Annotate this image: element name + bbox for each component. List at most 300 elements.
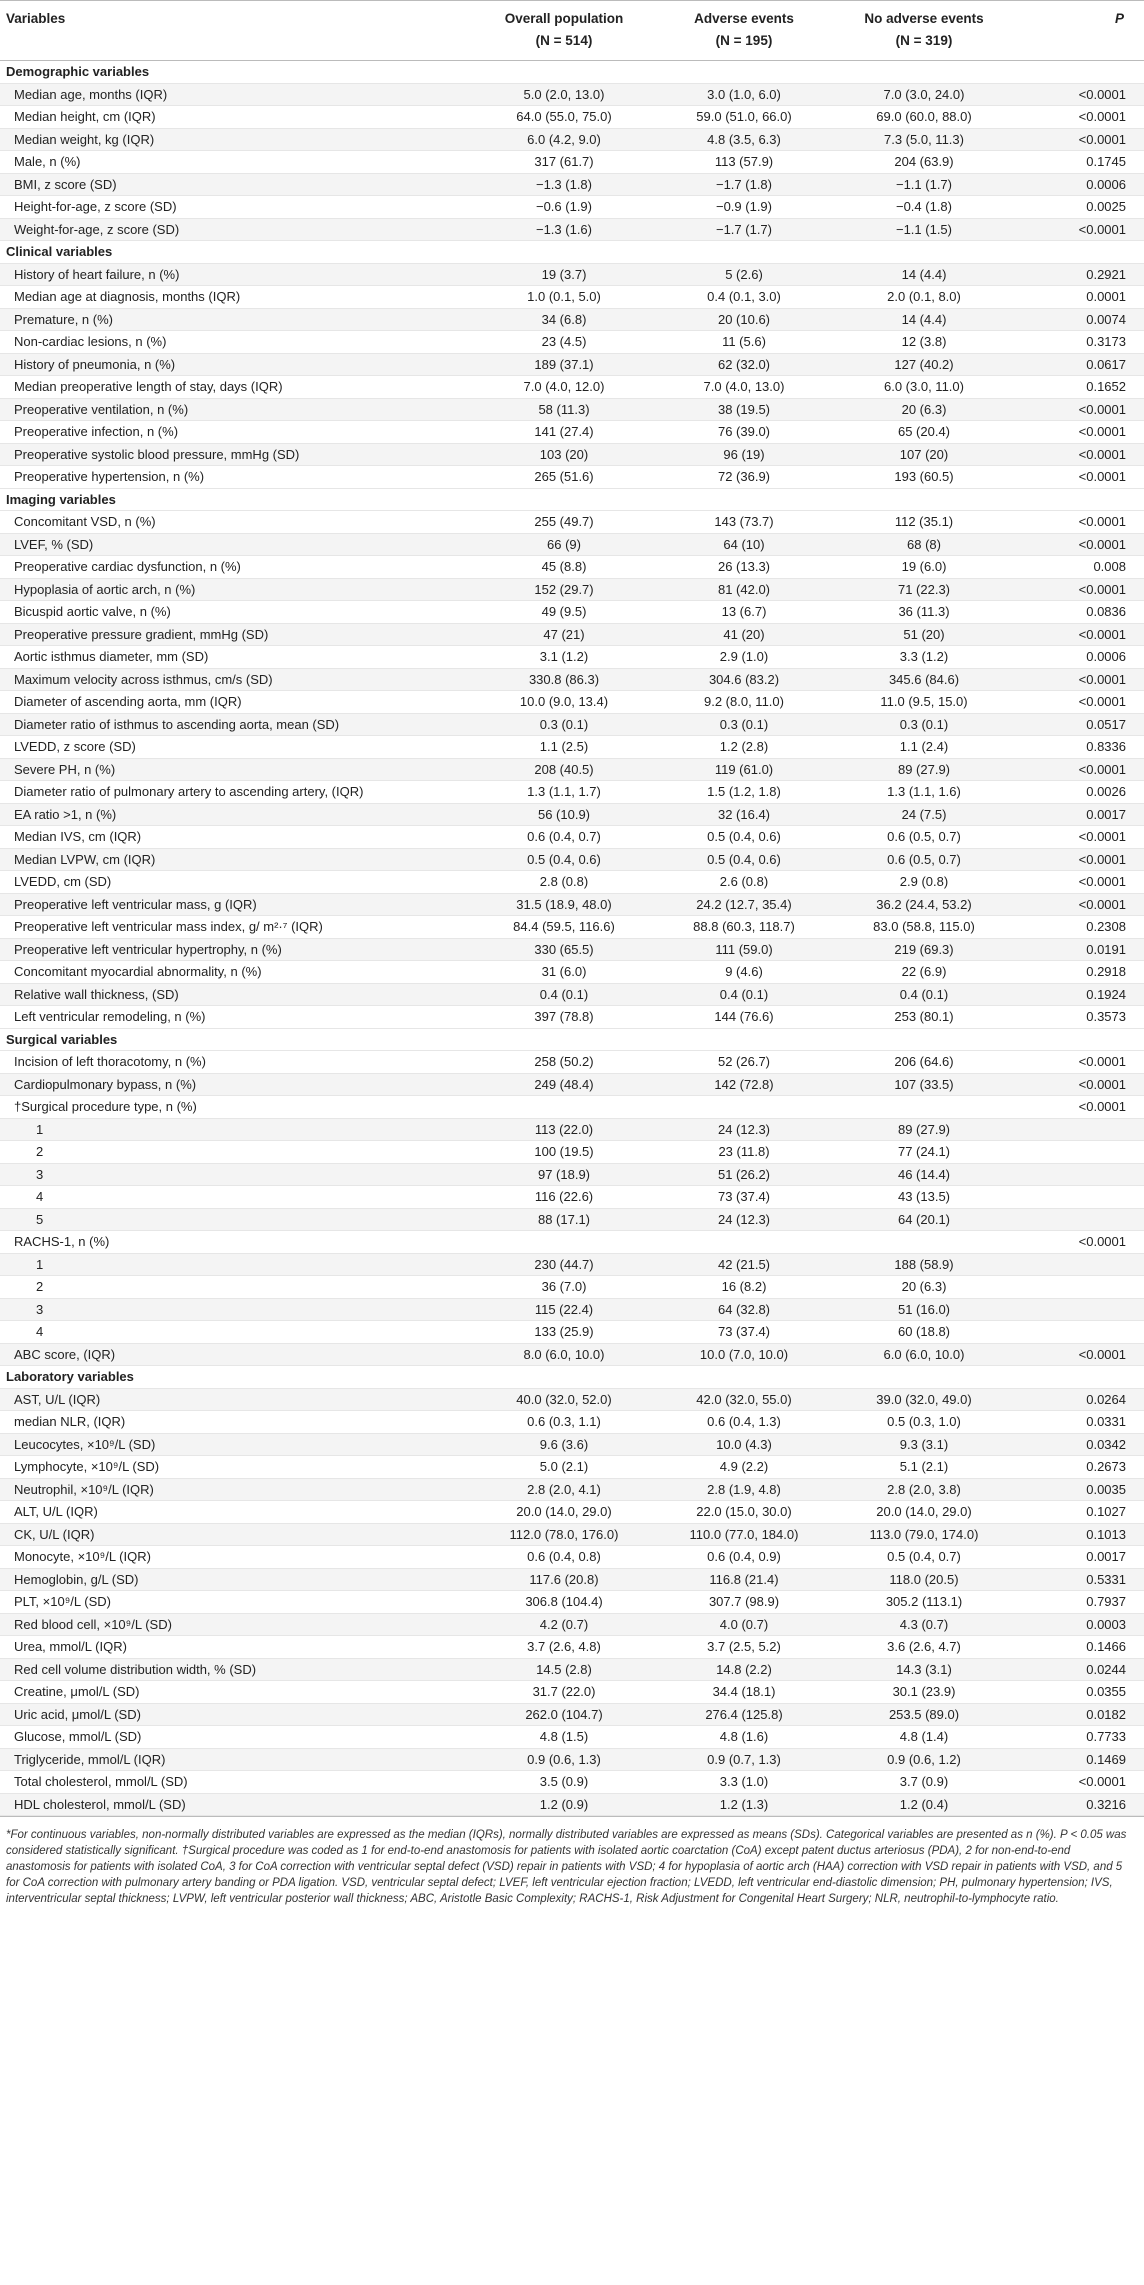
table-row — [0, 308, 1144, 331]
table-row — [0, 1298, 1144, 1321]
overall-value: 0.3 (0.1) — [474, 713, 654, 736]
no-adverse-value: 0.9 (0.6, 1.2) — [834, 1748, 1014, 1771]
no-adverse-value: 77 (24.1) — [834, 1141, 1014, 1164]
p-value: 0.0017 — [1014, 1546, 1144, 1569]
table-row — [0, 1681, 1144, 1704]
adverse-value: 62 (32.0) — [654, 353, 834, 376]
overall-value: 7.0 (4.0, 12.0) — [474, 376, 654, 399]
table-row — [0, 1726, 1144, 1749]
overall-value: 117.6 (20.8) — [474, 1568, 654, 1591]
p-value: <0.0001 — [1014, 668, 1144, 691]
p-value: 0.0017 — [1014, 803, 1144, 826]
header-variables: Variables — [0, 1, 474, 61]
p-value: 0.0035 — [1014, 1478, 1144, 1501]
table-row — [0, 353, 1144, 376]
overall-value: 1.0 (0.1, 5.0) — [474, 286, 654, 309]
p-value: 0.5331 — [1014, 1568, 1144, 1591]
no-adverse-value: 0.4 (0.1) — [834, 983, 1014, 1006]
no-adverse-value: 20 (6.3) — [834, 398, 1014, 421]
no-adverse-value: 2.0 (0.1, 8.0) — [834, 286, 1014, 309]
overall-value: 208 (40.5) — [474, 758, 654, 781]
adverse-value: 111 (59.0) — [654, 938, 834, 961]
no-adverse-value: 3.6 (2.6, 4.7) — [834, 1636, 1014, 1659]
adverse-value: 1.2 (2.8) — [654, 736, 834, 759]
variable-label: Median LVPW, cm (IQR) — [0, 848, 474, 871]
table-row — [0, 601, 1144, 624]
overall-value — [474, 1096, 654, 1119]
p-value: <0.0001 — [1014, 758, 1144, 781]
overall-value: 3.1 (1.2) — [474, 646, 654, 669]
adverse-value: 52 (26.7) — [654, 1051, 834, 1074]
overall-value: 0.5 (0.4, 0.6) — [474, 848, 654, 871]
adverse-value: 119 (61.0) — [654, 758, 834, 781]
table-row — [0, 398, 1144, 421]
no-adverse-value: 4.8 (1.4) — [834, 1726, 1014, 1749]
adverse-value: 51 (26.2) — [654, 1163, 834, 1186]
overall-value: 4.2 (0.7) — [474, 1613, 654, 1636]
p-value — [1014, 1253, 1144, 1276]
variable-label: Glucose, mmol/L (SD) — [0, 1726, 474, 1749]
p-value: <0.0001 — [1014, 1051, 1144, 1074]
header-adverse-label: Adverse events — [694, 11, 794, 26]
table-row — [0, 196, 1144, 219]
variable-label: LVEDD, z score (SD) — [0, 736, 474, 759]
p-value: <0.0001 — [1014, 443, 1144, 466]
overall-value: −0.6 (1.9) — [474, 196, 654, 219]
no-adverse-value: 6.0 (6.0, 10.0) — [834, 1343, 1014, 1366]
adverse-value: 110.0 (77.0, 184.0) — [654, 1523, 834, 1546]
adverse-value: 1.5 (1.2, 1.8) — [654, 781, 834, 804]
variable-label: Creatine, μmol/L (SD) — [0, 1681, 474, 1704]
adverse-value: 143 (73.7) — [654, 511, 834, 534]
p-value: 0.8336 — [1014, 736, 1144, 759]
table-row — [0, 218, 1144, 241]
no-adverse-value: 0.3 (0.1) — [834, 713, 1014, 736]
adverse-value: 64 (32.8) — [654, 1298, 834, 1321]
overall-value: 189 (37.1) — [474, 353, 654, 376]
variable-label: Preoperative left ventricular mass, g (IQR) — [0, 893, 474, 916]
variable-label: Diameter ratio of pulmonary artery to ascending artery, (IQR) — [0, 781, 474, 804]
overall-value: 330 (65.5) — [474, 938, 654, 961]
no-adverse-value — [834, 1096, 1014, 1119]
p-value: 0.1652 — [1014, 376, 1144, 399]
table-body — [0, 61, 1144, 1816]
table-row — [0, 443, 1144, 466]
no-adverse-value: −1.1 (1.7) — [834, 173, 1014, 196]
p-value: <0.0001 — [1014, 1073, 1144, 1096]
overall-value: 0.6 (0.4, 0.7) — [474, 826, 654, 849]
no-adverse-value: 0.6 (0.5, 0.7) — [834, 848, 1014, 871]
overall-value: 249 (48.4) — [474, 1073, 654, 1096]
p-value: 0.0003 — [1014, 1613, 1144, 1636]
table-row — [0, 1748, 1144, 1771]
p-value: <0.0001 — [1014, 398, 1144, 421]
no-adverse-value: 7.0 (3.0, 24.0) — [834, 83, 1014, 106]
variable-label: Concomitant VSD, n (%) — [0, 511, 474, 534]
variable-label: CK, U/L (IQR) — [0, 1523, 474, 1546]
adverse-value: 142 (72.8) — [654, 1073, 834, 1096]
header-p-value: P — [1014, 1, 1144, 61]
no-adverse-value: 253.5 (89.0) — [834, 1703, 1014, 1726]
p-value: 0.1013 — [1014, 1523, 1144, 1546]
header-no-adverse — [834, 1, 1014, 61]
no-adverse-value: 0.5 (0.4, 0.7) — [834, 1546, 1014, 1569]
no-adverse-value: 2.9 (0.8) — [834, 871, 1014, 894]
variable-label: Preoperative infection, n (%) — [0, 421, 474, 444]
overall-value: 31.7 (22.0) — [474, 1681, 654, 1704]
no-adverse-value: 43 (13.5) — [834, 1186, 1014, 1209]
p-value: <0.0001 — [1014, 128, 1144, 151]
adverse-value: 42.0 (32.0, 55.0) — [654, 1388, 834, 1411]
no-adverse-value: 11.0 (9.5, 15.0) — [834, 691, 1014, 714]
variable-label: †Surgical procedure type, n (%) — [0, 1096, 474, 1119]
table-row — [0, 511, 1144, 534]
adverse-value: 0.4 (0.1) — [654, 983, 834, 1006]
p-value: <0.0001 — [1014, 848, 1144, 871]
p-value: <0.0001 — [1014, 511, 1144, 534]
variable-label: Non-cardiac lesions, n (%) — [0, 331, 474, 354]
adverse-value: 304.6 (83.2) — [654, 668, 834, 691]
table-row — [0, 556, 1144, 579]
no-adverse-value: 24 (7.5) — [834, 803, 1014, 826]
overall-value: 31 (6.0) — [474, 961, 654, 984]
variable-label: Median height, cm (IQR) — [0, 106, 474, 129]
table-header — [0, 1, 1144, 61]
variable-label: 4 — [0, 1321, 474, 1344]
overall-value: 88 (17.1) — [474, 1208, 654, 1231]
adverse-value: 4.8 (3.5, 6.3) — [654, 128, 834, 151]
no-adverse-value: 3.3 (1.2) — [834, 646, 1014, 669]
table-row — [0, 646, 1144, 669]
adverse-value: 9.2 (8.0, 11.0) — [654, 691, 834, 714]
no-adverse-value: 1.1 (2.4) — [834, 736, 1014, 759]
section-row — [0, 1366, 1144, 1389]
variable-label: Weight-for-age, z score (SD) — [0, 218, 474, 241]
adverse-value: 0.6 (0.4, 1.3) — [654, 1411, 834, 1434]
no-adverse-value: 19 (6.0) — [834, 556, 1014, 579]
table-footnote: *For continuous variables, non-normally distributed variables are expressed as the median (IQRs), normally distributed variables are expressed as means (SDs). Categorical variables are presented as n (%). P < 0.05 was considered statistically significant. †Surgical procedure was coded as 1 for end-to-end anastomosis for patients with isolated aortic coarctation (CoA) except patent ductus arteriosus (PDA), 2 for non-end-to-end anastomosis for patients with isolated CoA, 3 for CoA correction with ventricular septal defect (VSD) repair in patients with VSD; 4 for hypoplasia of aortic arch (HAA) correction with VSD repair in patients with VSD, and 5 for CoA correction with pulmonary artery banding or PDA ligation. VSD, ventricular septal defect; LVEF, left ventricular ejection fraction; LVEDD, left ventricular end-diastolic dimension; PH, pulmonary hypertension; IVS, interventricular septal thickness; LVPW, left ventricular posterior wall thickness; ABC, Aristotle Basic Complexity; RACHS-1, Risk Adjustment for Congenital Heart Surgery; NLR, neutrophil-to-lymphocyte ratio. — [0, 1816, 1144, 1907]
no-adverse-value: 5.1 (2.1) — [834, 1456, 1014, 1479]
no-adverse-value: −0.4 (1.8) — [834, 196, 1014, 219]
p-value: 0.1466 — [1014, 1636, 1144, 1659]
variable-label: 4 — [0, 1186, 474, 1209]
p-value: <0.0001 — [1014, 691, 1144, 714]
adverse-value: 26 (13.3) — [654, 556, 834, 579]
variable-label: 3 — [0, 1298, 474, 1321]
overall-value: 10.0 (9.0, 13.4) — [474, 691, 654, 714]
table-row — [0, 826, 1144, 849]
variable-label: Lymphocyte, ×10⁹/L (SD) — [0, 1456, 474, 1479]
p-value — [1014, 1163, 1144, 1186]
table-row — [0, 1118, 1144, 1141]
adverse-value: 42 (21.5) — [654, 1253, 834, 1276]
adverse-value: 72 (36.9) — [654, 466, 834, 489]
variable-label: EA ratio >1, n (%) — [0, 803, 474, 826]
adverse-value: 2.8 (1.9, 4.8) — [654, 1478, 834, 1501]
adverse-value: −1.7 (1.7) — [654, 218, 834, 241]
adverse-value: 9 (4.6) — [654, 961, 834, 984]
p-value: <0.0001 — [1014, 893, 1144, 916]
p-value: 0.0355 — [1014, 1681, 1144, 1704]
overall-value: 3.5 (0.9) — [474, 1771, 654, 1794]
no-adverse-value: 12 (3.8) — [834, 331, 1014, 354]
p-value: <0.0001 — [1014, 1096, 1144, 1119]
overall-value: 100 (19.5) — [474, 1141, 654, 1164]
overall-value: 49 (9.5) — [474, 601, 654, 624]
overall-value: 4.8 (1.5) — [474, 1726, 654, 1749]
table-row — [0, 1456, 1144, 1479]
variable-label: Preoperative hypertension, n (%) — [0, 466, 474, 489]
header-overall-n: (N = 514) — [535, 33, 593, 48]
table-row — [0, 1141, 1144, 1164]
no-adverse-value: 1.3 (1.1, 1.6) — [834, 781, 1014, 804]
no-adverse-value: 30.1 (23.9) — [834, 1681, 1014, 1704]
p-value: <0.0001 — [1014, 218, 1144, 241]
variable-label: Total cholesterol, mmol/L (SD) — [0, 1771, 474, 1794]
adverse-value — [654, 1231, 834, 1254]
no-adverse-value: 0.5 (0.3, 1.0) — [834, 1411, 1014, 1434]
variable-label: Median weight, kg (IQR) — [0, 128, 474, 151]
overall-value: −1.3 (1.8) — [474, 173, 654, 196]
no-adverse-value: 51 (20) — [834, 623, 1014, 646]
adverse-value: 23 (11.8) — [654, 1141, 834, 1164]
adverse-value: 4.0 (0.7) — [654, 1613, 834, 1636]
p-value: 0.0331 — [1014, 1411, 1144, 1434]
adverse-value: 38 (19.5) — [654, 398, 834, 421]
adverse-value: −1.7 (1.8) — [654, 173, 834, 196]
adverse-value: 7.0 (4.0, 13.0) — [654, 376, 834, 399]
variable-label: RACHS-1, n (%) — [0, 1231, 474, 1254]
table-row — [0, 1186, 1144, 1209]
variable-label: 5 — [0, 1208, 474, 1231]
no-adverse-value: 6.0 (3.0, 11.0) — [834, 376, 1014, 399]
variable-label: Red cell volume distribution width, % (SD) — [0, 1658, 474, 1681]
header-no-adverse-label: No adverse events — [864, 11, 984, 26]
table-row — [0, 893, 1144, 916]
variable-label: Hemoglobin, g/L (SD) — [0, 1568, 474, 1591]
adverse-value: 22.0 (15.0, 30.0) — [654, 1501, 834, 1524]
p-value: <0.0001 — [1014, 578, 1144, 601]
overall-value: 97 (18.9) — [474, 1163, 654, 1186]
section-row — [0, 1028, 1144, 1051]
table-row — [0, 713, 1144, 736]
table-row — [0, 263, 1144, 286]
adverse-value: 3.0 (1.0, 6.0) — [654, 83, 834, 106]
no-adverse-value: 20 (6.3) — [834, 1276, 1014, 1299]
variable-label: 1 — [0, 1253, 474, 1276]
p-value: <0.0001 — [1014, 1771, 1144, 1794]
overall-value: 113 (22.0) — [474, 1118, 654, 1141]
p-value: <0.0001 — [1014, 533, 1144, 556]
variable-label: Maximum velocity across isthmus, cm/s (SD) — [0, 668, 474, 691]
no-adverse-value: 68 (8) — [834, 533, 1014, 556]
adverse-value: 2.9 (1.0) — [654, 646, 834, 669]
overall-value: 9.6 (3.6) — [474, 1433, 654, 1456]
overall-value: 0.6 (0.3, 1.1) — [474, 1411, 654, 1434]
variable-label: ABC score, (IQR) — [0, 1343, 474, 1366]
adverse-value: 64 (10) — [654, 533, 834, 556]
table-row — [0, 1523, 1144, 1546]
no-adverse-value: 188 (58.9) — [834, 1253, 1014, 1276]
p-value: <0.0001 — [1014, 421, 1144, 444]
overall-value: 258 (50.2) — [474, 1051, 654, 1074]
p-value: 0.3173 — [1014, 331, 1144, 354]
p-value: 0.2921 — [1014, 263, 1144, 286]
table-row — [0, 106, 1144, 129]
no-adverse-value: 14.3 (3.1) — [834, 1658, 1014, 1681]
variable-label: Median preoperative length of stay, days (IQR) — [0, 376, 474, 399]
table-row — [0, 691, 1144, 714]
table-row — [0, 1208, 1144, 1231]
adverse-value: 24 (12.3) — [654, 1118, 834, 1141]
overall-value: 116 (22.6) — [474, 1186, 654, 1209]
p-value: 0.2673 — [1014, 1456, 1144, 1479]
no-adverse-value: 305.2 (113.1) — [834, 1591, 1014, 1614]
variable-label: BMI, z score (SD) — [0, 173, 474, 196]
no-adverse-value: 71 (22.3) — [834, 578, 1014, 601]
table-row — [0, 1253, 1144, 1276]
table-row — [0, 1501, 1144, 1524]
table-row — [0, 961, 1144, 984]
no-adverse-value: 36.2 (24.4, 53.2) — [834, 893, 1014, 916]
variable-label: Severe PH, n (%) — [0, 758, 474, 781]
header-adverse — [654, 1, 834, 61]
table-row — [0, 938, 1144, 961]
overall-value: 19 (3.7) — [474, 263, 654, 286]
adverse-value: 96 (19) — [654, 443, 834, 466]
adverse-value: 13 (6.7) — [654, 601, 834, 624]
adverse-value: 59.0 (51.0, 66.0) — [654, 106, 834, 129]
no-adverse-value: 193 (60.5) — [834, 466, 1014, 489]
p-value: 0.7733 — [1014, 1726, 1144, 1749]
overall-value: 34 (6.8) — [474, 308, 654, 331]
no-adverse-value — [834, 1231, 1014, 1254]
adverse-value: 144 (76.6) — [654, 1006, 834, 1029]
overall-value: 317 (61.7) — [474, 151, 654, 174]
overall-value: 262.0 (104.7) — [474, 1703, 654, 1726]
overall-value: 58 (11.3) — [474, 398, 654, 421]
variable-label: Preoperative cardiac dysfunction, n (%) — [0, 556, 474, 579]
no-adverse-value: 112 (35.1) — [834, 511, 1014, 534]
section-title: Laboratory variables — [0, 1366, 1144, 1389]
variable-label: Height-for-age, z score (SD) — [0, 196, 474, 219]
section-row — [0, 241, 1144, 264]
overall-value: 5.0 (2.0, 13.0) — [474, 83, 654, 106]
no-adverse-value: 60 (18.8) — [834, 1321, 1014, 1344]
adverse-value: 10.0 (7.0, 10.0) — [654, 1343, 834, 1366]
overall-value: 23 (4.5) — [474, 331, 654, 354]
variable-label: median NLR, (IQR) — [0, 1411, 474, 1434]
adverse-value: 0.9 (0.7, 1.3) — [654, 1748, 834, 1771]
variable-label: 2 — [0, 1141, 474, 1164]
no-adverse-value: 345.6 (84.6) — [834, 668, 1014, 691]
section-title: Imaging variables — [0, 488, 1144, 511]
no-adverse-value: 14 (4.4) — [834, 308, 1014, 331]
p-value: 0.0025 — [1014, 196, 1144, 219]
p-value: 0.2308 — [1014, 916, 1144, 939]
table-row — [0, 1771, 1144, 1794]
p-value: 0.0191 — [1014, 938, 1144, 961]
table-row — [0, 916, 1144, 939]
adverse-value: 73 (37.4) — [654, 1321, 834, 1344]
overall-value: 306.8 (104.4) — [474, 1591, 654, 1614]
section-title: Demographic variables — [0, 61, 1144, 84]
no-adverse-value: 219 (69.3) — [834, 938, 1014, 961]
no-adverse-value: 69.0 (60.0, 88.0) — [834, 106, 1014, 129]
adverse-value: 11 (5.6) — [654, 331, 834, 354]
no-adverse-value: 113.0 (79.0, 174.0) — [834, 1523, 1014, 1546]
table-row — [0, 1343, 1144, 1366]
overall-value: 1.3 (1.1, 1.7) — [474, 781, 654, 804]
no-adverse-value: 4.3 (0.7) — [834, 1613, 1014, 1636]
overall-value: 141 (27.4) — [474, 421, 654, 444]
overall-value: 64.0 (55.0, 75.0) — [474, 106, 654, 129]
overall-value: 3.7 (2.6, 4.8) — [474, 1636, 654, 1659]
adverse-value: 76 (39.0) — [654, 421, 834, 444]
table-row — [0, 83, 1144, 106]
adverse-value: 3.3 (1.0) — [654, 1771, 834, 1794]
variable-label: Hypoplasia of aortic arch, n (%) — [0, 578, 474, 601]
variable-label: ALT, U/L (IQR) — [0, 1501, 474, 1524]
variable-label: Preoperative systolic blood pressure, mmHg (SD) — [0, 443, 474, 466]
table-row — [0, 1613, 1144, 1636]
no-adverse-value: 206 (64.6) — [834, 1051, 1014, 1074]
variable-label: LVEF, % (SD) — [0, 533, 474, 556]
header-no-adverse-n: (N = 319) — [895, 33, 953, 48]
no-adverse-value: 83.0 (58.8, 115.0) — [834, 916, 1014, 939]
variable-label: Relative wall thickness, (SD) — [0, 983, 474, 1006]
table-row — [0, 1051, 1144, 1074]
p-value — [1014, 1276, 1144, 1299]
overall-value: 5.0 (2.1) — [474, 1456, 654, 1479]
p-value — [1014, 1118, 1144, 1141]
p-value: 0.1027 — [1014, 1501, 1144, 1524]
table-row — [0, 758, 1144, 781]
variable-label: Diameter ratio of isthmus to ascending aorta, mean (SD) — [0, 713, 474, 736]
variable-label: Preoperative pressure gradient, mmHg (SD) — [0, 623, 474, 646]
variable-label: 3 — [0, 1163, 474, 1186]
p-value: <0.0001 — [1014, 83, 1144, 106]
table-row — [0, 1276, 1144, 1299]
variable-label: Neutrophil, ×10⁹/L (IQR) — [0, 1478, 474, 1501]
adverse-value: 0.3 (0.1) — [654, 713, 834, 736]
p-value: <0.0001 — [1014, 1343, 1144, 1366]
p-value: 0.1745 — [1014, 151, 1144, 174]
variable-label: Aortic isthmus diameter, mm (SD) — [0, 646, 474, 669]
no-adverse-value: 253 (80.1) — [834, 1006, 1014, 1029]
adverse-value: 14.8 (2.2) — [654, 1658, 834, 1681]
table-row — [0, 1591, 1144, 1614]
no-adverse-value: 0.6 (0.5, 0.7) — [834, 826, 1014, 849]
table-row — [0, 533, 1144, 556]
adverse-value: 24 (12.3) — [654, 1208, 834, 1231]
variable-label: Monocyte, ×10⁹/L (IQR) — [0, 1546, 474, 1569]
variable-label: Diameter of ascending aorta, mm (IQR) — [0, 691, 474, 714]
p-value — [1014, 1298, 1144, 1321]
adverse-value: 5 (2.6) — [654, 263, 834, 286]
p-value: 0.008 — [1014, 556, 1144, 579]
overall-value: 6.0 (4.2, 9.0) — [474, 128, 654, 151]
overall-value: 1.2 (0.9) — [474, 1793, 654, 1816]
table-row — [0, 421, 1144, 444]
no-adverse-value: 14 (4.4) — [834, 263, 1014, 286]
variable-label: Bicuspid aortic valve, n (%) — [0, 601, 474, 624]
p-value: <0.0001 — [1014, 826, 1144, 849]
table-row — [0, 1658, 1144, 1681]
variable-label: Red blood cell, ×10⁹/L (SD) — [0, 1613, 474, 1636]
p-value: <0.0001 — [1014, 871, 1144, 894]
no-adverse-value: 22 (6.9) — [834, 961, 1014, 984]
